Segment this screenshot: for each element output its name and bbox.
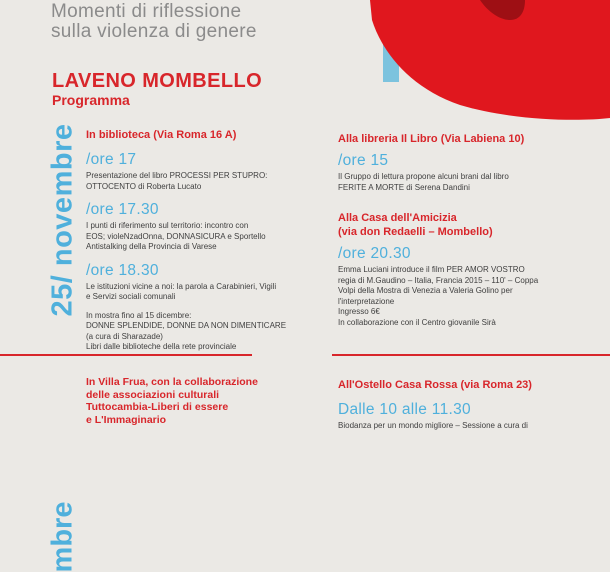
date-column <box>38 123 88 572</box>
event-desc: Il Gruppo di lettura propone alcuni brani dal libro FERITE A MORTE di Serena Dandini <box>338 172 509 192</box>
subtitle-line-2: sulla violenza di genere <box>51 21 257 42</box>
subtitle-line-1: Momenti di riflessione <box>51 1 242 22</box>
venue-villa-frua: In Villa Frua, con la collaborazione delle associazioni culturali Tuttocambia-Liberi di essere e L'Immaginario <box>86 376 258 426</box>
venue-ostello: All'Ostello Casa Rossa (via Roma 23) <box>338 379 532 391</box>
event-desc: Presentazione del libro PROCESSI PER STUPRO: OTTOCENTO di Roberta Lucato <box>86 171 268 191</box>
section-divider <box>332 354 610 356</box>
venue-casa-amicizia: Alla Casa dell'Amicizia (via don Redaelli – Mombello) <box>338 212 493 238</box>
subtitle <box>51 2 257 42</box>
event-time: /ore 15 <box>338 152 389 169</box>
event-time: /ore 18.30 <box>86 261 159 279</box>
red-blob-shape <box>370 0 610 120</box>
event-desc: Emma Luciani introduce il film PER AMOR VOSTRO regia di M.Gaudino – Italia, Francia 2015 – 110' – Coppa Volpi della Mostra di Venezia a Valeria Golino per l'interpretazione Ingresso 6€ In collaborazione con il Centro giovanile Sirà <box>338 265 539 327</box>
venue-libreria: Alla libreria Il Libro (Via Labiena 10) <box>338 133 525 145</box>
venue-biblioteca: In biblioteca (Via Roma 16 A) <box>86 129 237 141</box>
program-label: Programma <box>52 92 130 108</box>
event-desc: I punti di riferimento sul territorio: incontro con EOS; violeNzadOnna, DONNASICURA e Sportello Antistalking della Provincia di Varese <box>86 221 266 251</box>
event-time: /ore 17 <box>86 151 137 168</box>
event-desc: Le istituzioni vicine a noi: la parola a Carabinieri, Vigili e Servizi sociali comunali <box>86 281 277 301</box>
event-desc: Biodanza per un mondo migliore – Sessione a cura di <box>338 421 528 430</box>
event-time: Dalle 10 alle 11.30 <box>338 401 471 418</box>
right-column-2 <box>338 378 610 432</box>
red-shape-illustration <box>360 0 610 120</box>
event-time: /ore 20.30 <box>338 245 411 262</box>
date-vertical: 25/ novembre <box>46 123 79 317</box>
exhibit-desc: In mostra fino al 15 dicembre: DONNE SPLENDIDE, DONNE DA NON DIMENTICARE (a cura di Sharazade) Libri dalle biblioteche della rete provinciale <box>86 310 287 351</box>
date-vertical-2: mbre <box>46 501 79 572</box>
right-column <box>338 132 610 328</box>
town-title: LAVENO MOMBELLO <box>52 70 263 92</box>
section-divider <box>0 354 252 356</box>
event-time: /ore 17.30 <box>86 201 159 218</box>
left-column <box>86 128 326 353</box>
left-column-2 <box>86 376 336 426</box>
